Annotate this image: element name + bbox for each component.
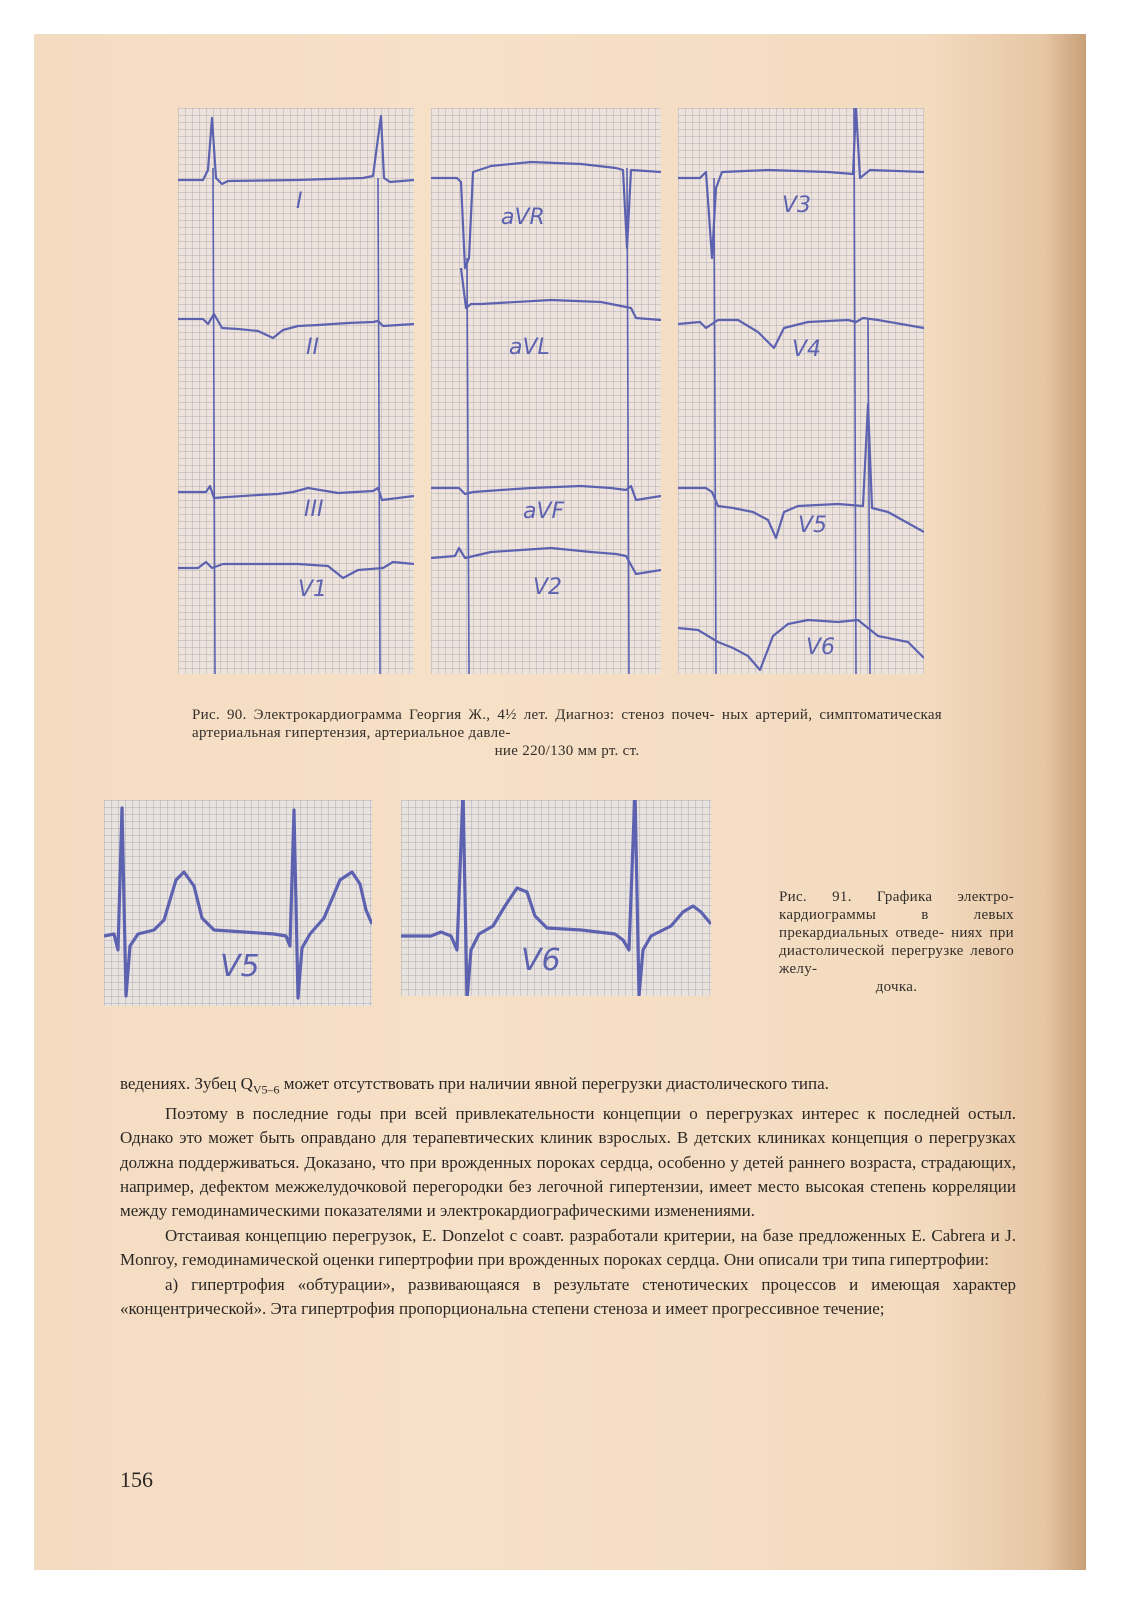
caption-91-line2: кардиограммы в левых bbox=[779, 907, 1014, 923]
ecg-strip-V6 bbox=[401, 800, 711, 996]
figure-91-caption bbox=[779, 888, 1014, 996]
caption-91-line1: Рис. 91. Графика электро- bbox=[779, 889, 1014, 905]
ecg-trace-V2 bbox=[431, 548, 661, 574]
lead-label-aVF: aVF bbox=[523, 499, 565, 524]
lead-label-I: I bbox=[296, 189, 303, 214]
ecg-trace-aVL bbox=[461, 268, 661, 320]
lead-label-V5: V5 bbox=[798, 513, 828, 538]
paragraph-3: Отстаивая концепцию перегрузок, E. Donzelot с соавт. разработали критерии, на базе предложенных E. Cabrera и J. Monroy, гемодинамической оценки гипертрофии при врожденных пороках сердца. Они описали три типа гипертрофии: bbox=[120, 1225, 1016, 1270]
ecg-trace-aVF bbox=[431, 486, 661, 500]
lead-label-aVL: aVL bbox=[509, 335, 550, 360]
caption-91-line3: прекардиальных отведе- bbox=[779, 925, 945, 941]
lead-label-fig91-V6: V6 bbox=[521, 943, 561, 978]
lead-label-V1: V1 bbox=[298, 577, 328, 602]
paragraph-1: ведениях. Зубец $Q_{V5-6}$ может отсутствовать при наличии явной перегрузки диастолического типа. bbox=[120, 1074, 829, 1097]
caption-91-line5: перегрузке левого желу- bbox=[779, 943, 1014, 977]
caption-90-line2: ных артерий, симптоматическая артериальная гипертензия, артериальное давле- bbox=[192, 707, 942, 741]
ecg-trace-V1 bbox=[178, 562, 414, 578]
lead-label-V3: V3 bbox=[782, 193, 812, 218]
lead-label-V6: V6 bbox=[806, 635, 836, 660]
figure-90-caption bbox=[192, 706, 942, 760]
lead-label-V4: V4 bbox=[792, 337, 822, 362]
ecg-panel-limb-leads bbox=[178, 108, 414, 674]
caption-90-line1: Рис. 90. Электрокардиограмма Георгия Ж., 4½ лет. Диагноз: стеноз почеч- bbox=[192, 707, 715, 723]
lead-label-fig91-V5: V5 bbox=[220, 949, 260, 984]
ecg-panel-chest-leads bbox=[678, 108, 924, 674]
paragraph-4: а) гипертрофия «обтурации», развивающаяся в результате стенотических процессов и имеющая характер «концентрической». Эта гипертрофия пропорциональна степени стеноза и имеет прогрессивное течение; bbox=[120, 1274, 1016, 1319]
page-number: 156 bbox=[120, 1467, 153, 1492]
ecg-trace-V6 bbox=[678, 620, 924, 670]
lead-label-II: II bbox=[306, 335, 319, 360]
paragraph-2: Поэтому в последние годы при всей привлекательности концепции о перегрузках интерес к последней остыл. Однако это может быть оправдано для терапевтических клиник взрослых. В детских клиниках концепция о перегрузках должна поддерживаться. Доказано, что при врожденных пороках сердца, особенно у детей раннего возраста, страдающих, например, дефектом межжелудочковой перегородки без легочной гипертензии, имеет место высокая степень корреляции между гемодинамическими показателями и электрокардиографическими изменениями. bbox=[120, 1103, 1016, 1221]
caption-91-line6: дочка. bbox=[875, 979, 918, 995]
caption-91-line4: ниях при диастолической bbox=[779, 925, 1014, 959]
ecg-strip-V5 bbox=[104, 800, 372, 1006]
ecg-panel-augmented-leads bbox=[431, 108, 661, 674]
body-text bbox=[120, 1072, 1016, 1321]
caption-90-line3: ние 220/130 мм рт. ст. bbox=[494, 743, 640, 759]
lead-label-V2: V2 bbox=[533, 575, 563, 600]
lead-label-aVR: aVR bbox=[501, 205, 545, 230]
lead-label-III: III bbox=[304, 497, 324, 522]
